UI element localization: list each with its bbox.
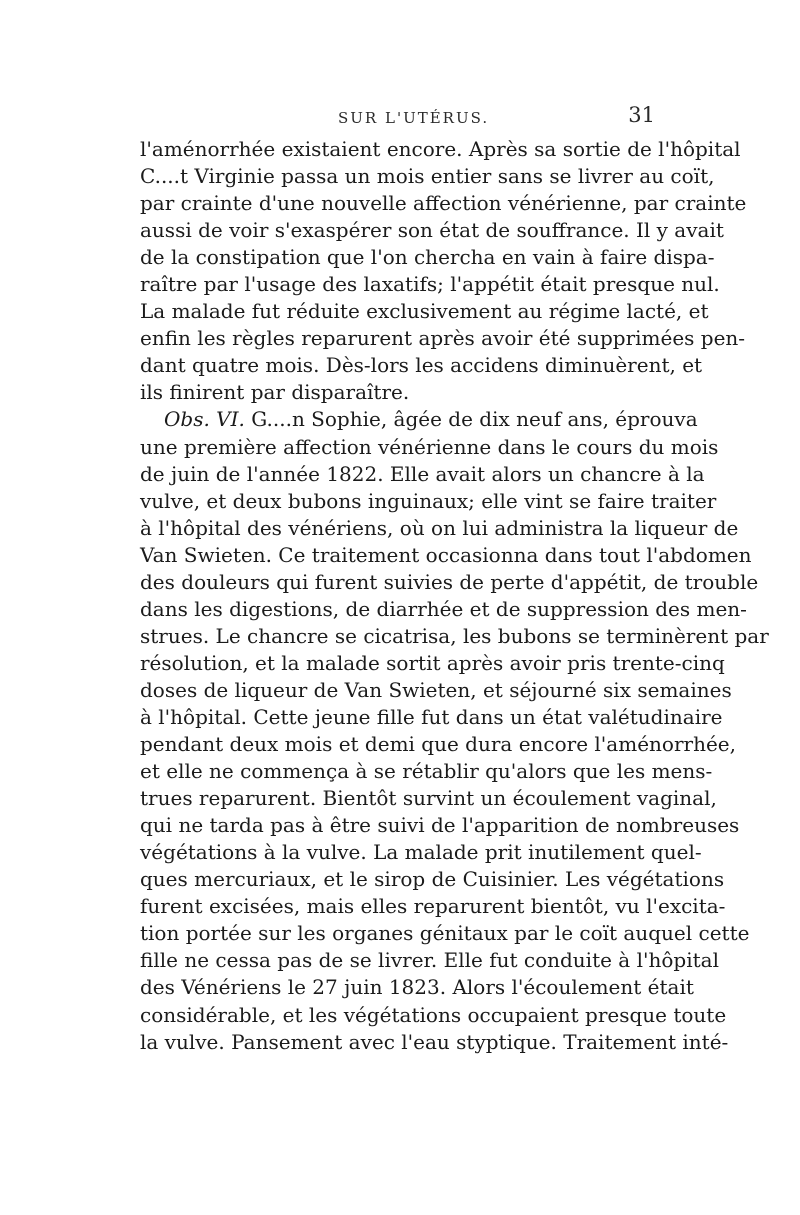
text-line: la vulve. Pansement avec l'eau styptique. Traitement inté-	[140, 1029, 729, 1054]
text-line: végétations à la vulve. La malade prit inutilement quel-	[140, 840, 702, 865]
text-line: une première affection vénérienne dans le cours du mois	[140, 434, 719, 459]
text-line: Van Swieten. Ce traitement occasionna dans tout l'abdomen	[140, 542, 752, 567]
text-line: enfin les règles reparurent après avoir été supprimées pen-	[140, 326, 746, 351]
text-line: vulve, et deux bubons inguinaux; elle vint se faire traiter	[140, 488, 717, 513]
text-line: de juin de l'année 1822. Elle avait alors un chancre à la	[140, 461, 705, 486]
observation-label: Obs. VI.	[164, 407, 245, 432]
text-line: doses de liqueur de Van Swieten, et séjourné six semaines	[140, 677, 732, 702]
page-number: 31	[628, 103, 655, 127]
text-line: La malade fut réduite exclusivement au régime lacté, et	[140, 299, 709, 324]
observation-heading-line	[140, 406, 698, 433]
text-line: dans les digestions, de diarrhée et de suppression des men-	[140, 596, 747, 621]
text-line: et elle ne commença à se rétablir qu'alors que les mens-	[140, 759, 713, 784]
text-line: furent excisées, mais elles reparurent bientôt, vu l'excita-	[140, 894, 726, 919]
text-line: fille ne cessa pas de se livrer. Elle fut conduite à l'hôpital	[140, 948, 719, 973]
paragraph-end-line: ils finirent par disparaître.	[140, 380, 410, 405]
observation-text: G....n Sophie, âgée de dix neuf ans, éprouva	[244, 407, 698, 432]
text-line: C....t Virginie passa un mois entier sans se livrer au coït,	[140, 164, 715, 189]
body-text	[140, 136, 769, 1056]
text-line: pendant deux mois et demi que dura encore l'aménorrhée,	[140, 732, 736, 757]
text-line: dant quatre mois. Dès-lors les accidens diminuèrent, et	[140, 353, 703, 378]
text-line: aussi de voir s'exaspérer son état de souffrance. Il y avait	[140, 218, 724, 243]
text-line: par crainte d'une nouvelle affection vénérienne, par crainte	[140, 191, 747, 216]
text-line: tion portée sur les organes génitaux par le coït auquel cette	[140, 921, 750, 946]
text-line: raître par l'usage des laxatifs; l'appétit était presque nul.	[140, 272, 720, 297]
running-head	[140, 103, 655, 133]
text-line: l'aménorrhée existaient encore. Après sa sortie de l'hôpital	[140, 137, 741, 161]
text-line: trues reparurent. Bientôt survint un écoulement vaginal,	[140, 786, 717, 811]
text-line: à l'hôpital. Cette jeune fille fut dans un état valétudinaire	[140, 704, 723, 729]
text-line: à l'hôpital des vénériens, où on lui administra la liqueur de	[140, 515, 739, 540]
text-line: résolution, et la malade sortit après avoir pris trente-cinq	[140, 650, 725, 675]
text-line: de la constipation que l'on chercha en vain à faire dispa-	[140, 245, 715, 270]
running-title: SUR L'UTÉRUS.	[338, 109, 490, 127]
text-line: strues. Le chancre se cicatrisa, les bubons se terminèrent par	[140, 623, 769, 648]
text-line: qui ne tarda pas à être suivi de l'apparition de nombreuses	[140, 813, 740, 838]
text-line: des douleurs qui furent suivies de perte d'appétit, de trouble	[140, 569, 759, 594]
text-line: considérable, et les végétations occupaient presque toute	[140, 1002, 727, 1027]
text-line: ques mercuriaux, et le sirop de Cuisinier. Les végétations	[140, 867, 725, 892]
text-line: des Vénériens le 27 juin 1823. Alors l'écoulement était	[140, 975, 694, 1000]
